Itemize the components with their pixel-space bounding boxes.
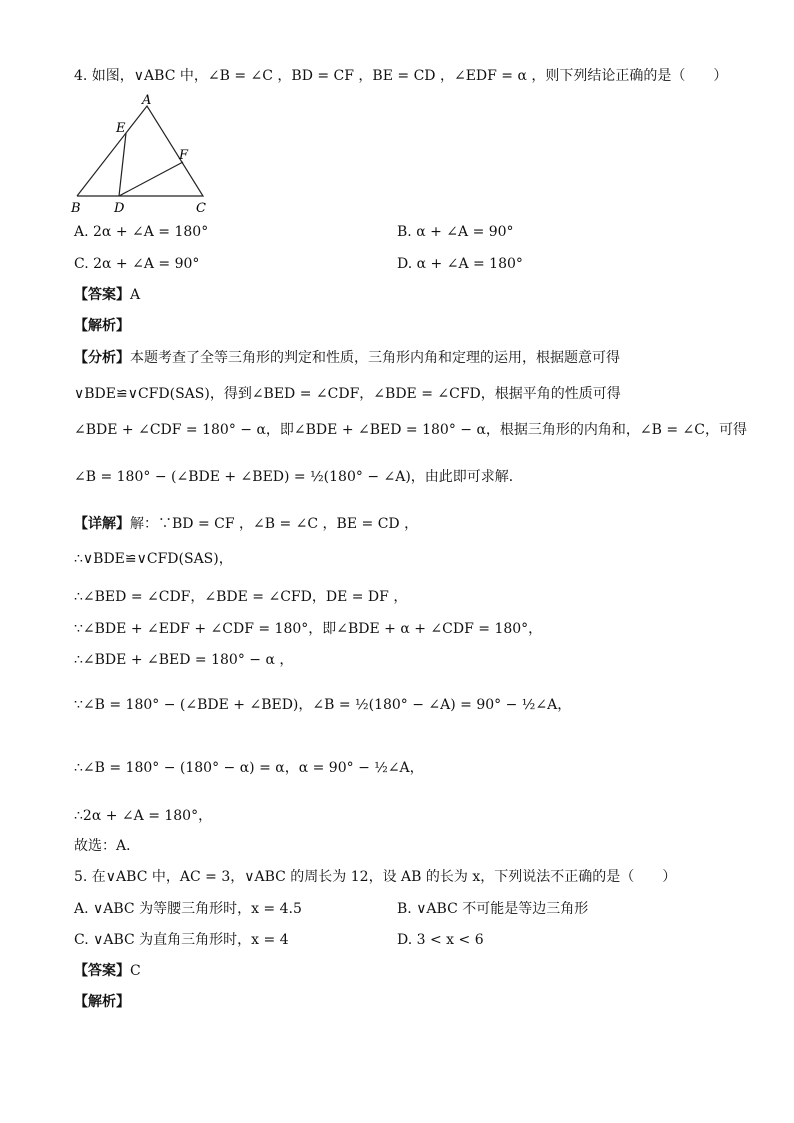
q5-option-a: A. ∨ABC 为等腰三角形时，x = 4.5 — [74, 901, 302, 917]
q5-answer-line — [74, 961, 141, 981]
q4-option-b: B. α + ∠A = 90° — [397, 224, 514, 240]
label-d: D — [114, 201, 125, 216]
q4-fenxi-tag: 【分析】 — [74, 350, 130, 366]
segment-de — [119, 133, 126, 196]
q5-answer: C — [130, 963, 141, 979]
q4-analysis-tag: 【解析】 — [74, 318, 130, 334]
q5-option-d: D. 3 < x < 6 — [397, 932, 484, 948]
q4-fenxi-line-2: ∨BDE≌∨CFD(SAS)，得到∠BED = ∠CDF，∠BDE = ∠CFD，根据平角的性质可得 — [74, 386, 621, 402]
q4-answer-tag: 【答案】 — [74, 287, 130, 303]
label-f: F — [179, 148, 189, 163]
q4-detail-line-5: ∴∠BDE + ∠BED = 180° − α ， — [74, 652, 294, 668]
segment-df — [119, 162, 183, 196]
q4-detail-line-8: ∴2α + ∠A = 180°， — [74, 808, 213, 824]
q5-option-b: B. ∨ABC 不可能是等边三角形 — [397, 901, 589, 917]
q5-option-c: C. ∨ABC 为直角三角形时，x = 4 — [74, 932, 289, 948]
q4-detail-line-4: ∵∠BDE + ∠EDF + ∠CDF = 180°，即∠BDE + α + ∠CDF = 180°， — [74, 621, 543, 637]
triangle-figure — [66, 92, 216, 216]
q5-analysis-tag: 【解析】 — [74, 994, 130, 1010]
q4-answer-line — [74, 285, 140, 305]
q4-choose: 故选：A． — [74, 838, 141, 854]
q4-question: 4. 如图，∨ABC 中，∠B = ∠C ，BD = CF ，BE = CD ，∠EDF = α ，则下列结论正确的是（ ） — [74, 68, 728, 84]
q4-detail-line-1: 【详解】解：∵BD = CF ，∠B = ∠C ，BE = CD ， — [74, 516, 419, 532]
label-b: B — [71, 201, 81, 216]
q4-detail-tag: 【详解】 — [74, 516, 130, 532]
q4-detail-line-3: ∴∠BED = ∠CDF，∠BDE = ∠CFD，DE = DF ， — [74, 589, 408, 605]
q4-answer: A — [130, 287, 141, 303]
q4-detail-line-6: ∵∠B = 180° − (∠BDE + ∠BED)，∠B = ½(180° − ∠A) = 90° − ½∠A， — [74, 697, 572, 713]
label-e: E — [116, 121, 126, 136]
q4-option-d: D. α + ∠A = 180° — [397, 256, 523, 272]
q4-detail-line-2: ∴∨BDE≌∨CFD(SAS)， — [74, 551, 233, 567]
label-a: A — [142, 93, 152, 108]
q4-detail-line-7: ∴∠B = 180° − (180° − α) = α，α = 90° − ½∠A， — [74, 760, 424, 776]
q4-option-a: A. 2α + ∠A = 180° — [74, 224, 209, 240]
q4-fenxi-line-1: 【分析】本题考查了全等三角形的判定和性质，三角形内角和定理的运用，根据题意可得 — [74, 350, 620, 366]
label-c: C — [196, 201, 206, 216]
q5-answer-tag: 【答案】 — [74, 963, 130, 979]
q4-option-c: C. 2α + ∠A = 90° — [74, 256, 200, 272]
q4-fenxi-line-4: ∠B = 180° − (∠BDE + ∠BED) = ½(180° − ∠A)，由此即可求解． — [74, 469, 523, 485]
q5-question: 5. 在∨ABC 中，AC = 3，∨ABC 的周长为 12，设 AB 的长为 x，下列说法不正确的是（ ） — [74, 869, 677, 885]
q4-fenxi-line-3: ∠BDE + ∠CDF = 180° − α，即∠BDE + ∠BED = 180° − α，根据三角形的内角和，∠B = ∠C，可得 — [74, 422, 747, 438]
